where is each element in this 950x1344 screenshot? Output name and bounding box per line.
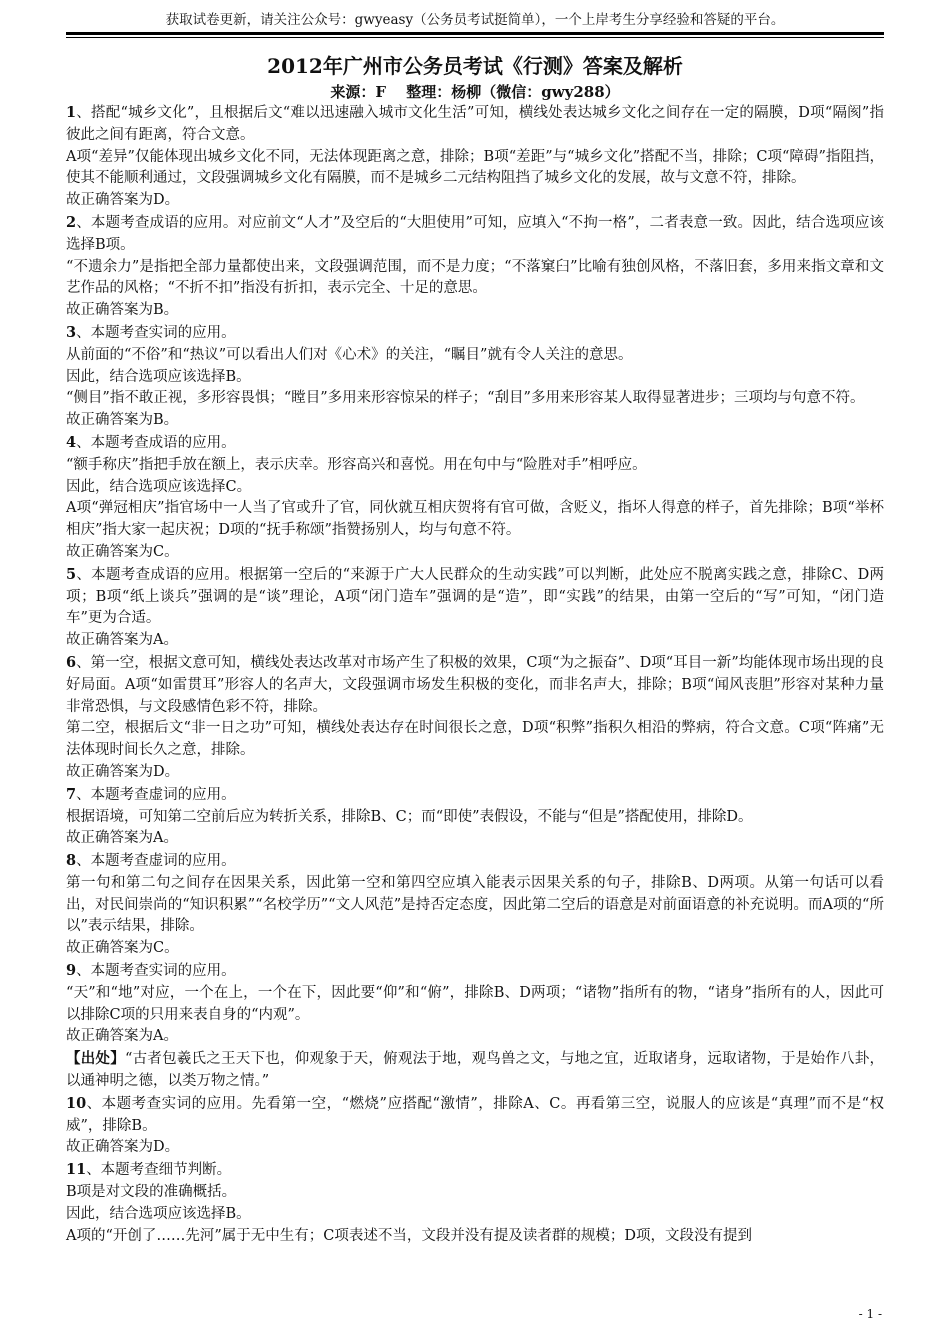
paragraph-text: 、本题考查成语的应用。根据第一空后的“来源于广大人民群众的生动实践”可以判断，此处应不脱离实践之意，排除C、D两项；B项“纸上谈兵”强调的是“谈”理论，A项“闭门造车”强调的是“造”，即“实践”的结果，由第一空后的“写”可知，“闭门造车”更为合适。 (66, 566, 884, 627)
answer-paragraph (66, 257, 884, 301)
question-number: 3 (66, 323, 77, 341)
answer-paragraph (66, 1182, 884, 1204)
paragraph-text: 、本题考查虚词的应用。 (76, 786, 236, 803)
paragraph-text: 、搭配“城乡文化”，且根据后文“难以迅速融入城市文化生活”可知，横线处表达城乡文化之间存在一定的隔膜，D项“隔阂”指彼此之间有距离，符合文意。 (66, 105, 884, 143)
header-note: 获取试卷更新，请关注公众号：gwyeasy（公务员考试挺简单），一个上岸考生分享经验和答疑的平台。 (165, 12, 785, 28)
paragraph-text: “侧目”指不敢正视，多形容畏惧；“瞠目”多用来形容惊呆的样子；“刮目”多用来形容某人取得显著进步；三项均与句意不符。 (66, 390, 865, 407)
question-number: 8 (66, 852, 77, 870)
answer-paragraph (66, 630, 884, 652)
paragraph-text: “额手称庆”指把手放在额上，表示庆幸。形容高兴和喜悦。用在句中与“险胜对手”相呼应。 (66, 456, 647, 473)
paragraph-text: 故正确答案为A。 (66, 1028, 178, 1045)
paragraph-text: 故正确答案为D。 (66, 192, 180, 209)
answer-paragraph (66, 498, 884, 542)
answer-body (66, 102, 884, 1247)
paragraph-text: 因此，结合选项应该选择B。 (66, 1205, 251, 1222)
question-answer (66, 1093, 884, 1138)
paragraph-text: 第二空，根据后文“非一日之功”可知，横线处表达存在时间很长之意，D项“积弊”指积久相沿的弊病，符合文意。C项“阵痛”无法体现时间长久之意，排除。 (66, 720, 884, 759)
paragraph-text: 、本题考查实词的应用。 (76, 324, 236, 341)
answer-paragraph (66, 367, 884, 389)
answer-paragraph (66, 1226, 884, 1248)
question-answer (66, 1159, 884, 1182)
source-citation (66, 1048, 884, 1093)
question-number: 6 (66, 653, 77, 671)
answer-paragraph (66, 1026, 884, 1048)
question-answer (66, 564, 884, 630)
question-number: 1 (66, 104, 77, 121)
answer-paragraph (66, 455, 884, 477)
paragraph-text: B项是对文段的准确概括。 (66, 1184, 237, 1201)
paragraph-text: 故正确答案为D。 (66, 1139, 180, 1156)
question-number: 11 (66, 1161, 87, 1179)
question-answer (66, 960, 884, 983)
paragraph-text: 、本题考查实词的应用。 (76, 963, 236, 980)
answer-paragraph (66, 300, 884, 322)
answer-paragraph (66, 477, 884, 499)
answer-paragraph (66, 762, 884, 784)
question-number: 5 (66, 565, 77, 583)
question-answer (66, 850, 884, 873)
answer-paragraph (66, 1204, 884, 1226)
header-rule-thin (66, 37, 884, 38)
answer-paragraph (66, 1137, 884, 1159)
page-title: 2012年广州市公务员考试《行测》答案及解析 (267, 54, 683, 78)
paragraph-text: 故正确答案为D。 (66, 763, 180, 780)
paragraph-text: A项“差异”仅能体现出城乡文化不同，无法体现距离之意，排除；B项“差距”与“城乡文化”搭配不当，排除；C项“障碍”指阻挡，使其不能顺利通过，文段强调城乡文化有隔膜，而不是城乡二元结构阻挡了城乡文化的发展，故与文意不符，排除。 (66, 148, 884, 187)
paragraph-text: A项的“开创了……先河”属于无中生有；C项表述不当，文段并没有提及读者群的规模；D项，文段没有提到 (66, 1227, 753, 1244)
paragraph-text: 故正确答案为C。 (66, 940, 179, 957)
answer-paragraph (66, 190, 884, 212)
source-tag: 【出处】 (66, 1050, 125, 1068)
paragraph-text: 故正确答案为A。 (66, 632, 178, 649)
answer-paragraph (66, 938, 884, 960)
question-answer (66, 652, 884, 718)
header-rule-thick (66, 32, 884, 35)
paragraph-text: 、本题考查成语的应用。 (76, 434, 236, 451)
answer-paragraph (66, 542, 884, 564)
question-answer (66, 212, 884, 257)
paragraph-text: “古者包羲氏之王天下也，仰观象于天，俯观法于地，观鸟兽之文，与地之宜，近取诸身，远取诸物，于是始作八卦，以通神明之德，以类万物之情。” (66, 1051, 884, 1090)
question-answer (66, 784, 884, 807)
paragraph-text: 、第一空，根据文意可知，横线处表达改革对市场产生了积极的效果，C项“为之振奋”、D项“耳目一新”均能体现市场出现的良好局面。A项“如雷贯耳”形容人的名声大，文段强调市场发生积极的变化，而非名声大，排除；B项“闻风丧胆”形容对某种力量非常恐惧，与文段感情色彩不符，排除。 (66, 654, 884, 715)
paragraph-text: 根据语境，可知第二空前后应为转折关系，排除B、C；而“即使”表假设，不能与“但是”搭配使用，排除D。 (66, 808, 753, 825)
question-answer (66, 432, 884, 455)
paragraph-text: 、本题考查成语的应用。对应前文“人才”及空后的“大胆使用”可知，应填入“不拘一格”，二者表意一致。因此，结合选项应该选择B项。 (66, 214, 884, 253)
question-number: 4 (66, 433, 77, 451)
paragraph-text: 故正确答案为C。 (66, 543, 179, 560)
answer-paragraph (66, 828, 884, 850)
answer-paragraph (66, 718, 884, 762)
paragraph-text: “不遗余力”是指把全部力量都使出来，文段强调范围，而不是力度；“不落窠臼”比喻有独创风格，不落旧套，多用来指文章和文艺作品的风格；“不折不扣”指没有折扣，表示完全、十足的意思。 (66, 258, 884, 297)
answer-paragraph (66, 388, 884, 410)
paragraph-text: 故正确答案为B。 (66, 412, 179, 429)
paragraph-text: 因此，结合选项应该选择B。 (66, 368, 251, 385)
page-number: - 1 - (858, 1307, 882, 1321)
answer-paragraph (66, 345, 884, 367)
paragraph-text: 、本题考查细节判断。 (86, 1162, 232, 1179)
paragraph-text: “天”和“地”对应，一个在上，一个在下，因此要“仰”和“俯”，排除B、D两项；“诸物”指所有的物，“诸身”指所有的人，因此可以排除C项的只用来表自身的“内观”。 (66, 984, 884, 1023)
paragraph-text: 故正确答案为A。 (66, 830, 178, 847)
question-number: 9 (66, 962, 77, 980)
byline: 来源：F 整理：杨柳（微信：gwy288） (330, 83, 620, 101)
paragraph-text: 故正确答案为B。 (66, 302, 179, 319)
paragraph-text: 、本题考查实词的应用。先看第一空，“燃烧”应搭配“激情”，排除A、C。再看第三空，说服人的应该是“真理”而不是“权威”，排除B。 (66, 1095, 884, 1134)
paragraph-text: A项“弹冠相庆”指官场中一人当了官或升了官，同伙就互相庆贺将有官可做，含贬义，指坏人得意的样子，首先排除；B项“举杯相庆”指大家一起庆祝；D项的“抚手称颂”指赞扬别人，均与句意不符。 (66, 500, 884, 539)
paragraph-text: 第一句和第二句之间存在因果关系，因此第一空和第四空应填入能表示因果关系的句子，排除B、D两项。从第一句话可以看出，对民间崇尚的“知识积累”“名校学历”“文人风范”是持否定态度，因此第二空后的语意是对前面语意的补充说明。而A项的“所以”表示结果，排除。 (66, 874, 884, 935)
question-answer (66, 102, 884, 147)
paragraph-text: 因此，结合选项应该选择C。 (66, 478, 252, 495)
question-number: 10 (66, 1094, 87, 1112)
paragraph-text: 、本题考查虚词的应用。 (76, 853, 236, 870)
answer-paragraph (66, 807, 884, 829)
answer-paragraph (66, 147, 884, 191)
question-answer (66, 322, 884, 345)
paragraph-text: 从前面的“不俗”和“热议”可以看出人们对《心术》的关注，“瞩目”就有令人关注的意思。 (66, 346, 633, 363)
answer-paragraph (66, 873, 884, 938)
answer-paragraph (66, 983, 884, 1027)
answer-paragraph (66, 410, 884, 432)
question-number: 2 (66, 213, 77, 231)
question-number: 7 (66, 785, 77, 803)
